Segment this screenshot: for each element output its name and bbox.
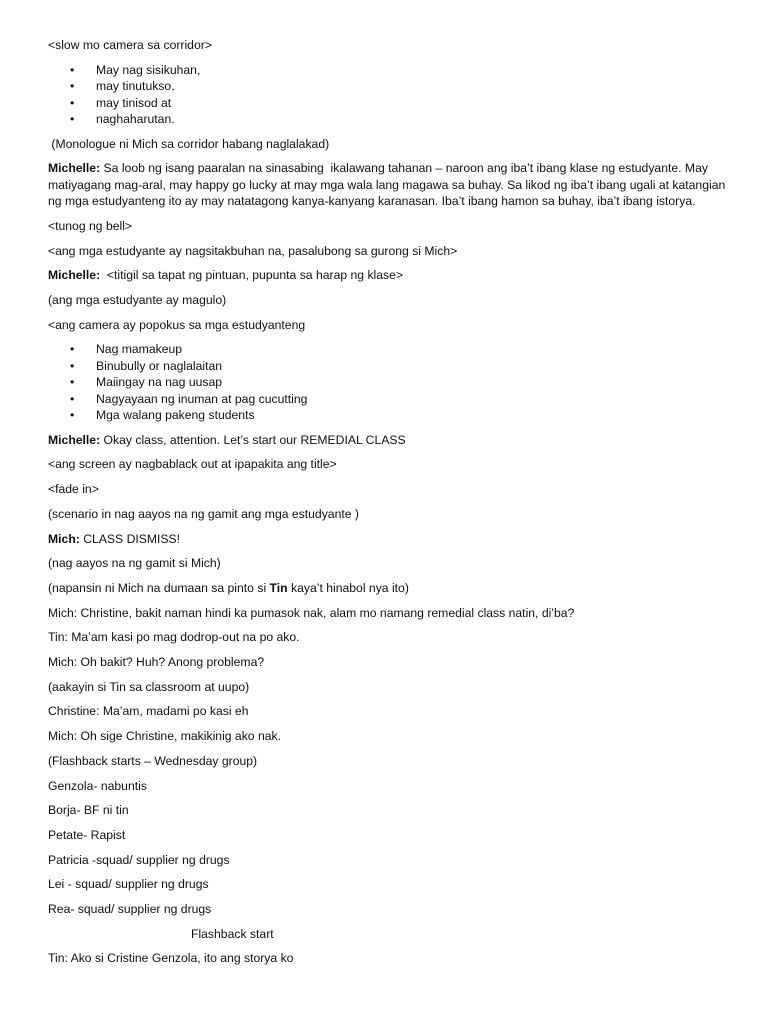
stage-direction: (scenario in nag aayos na ng gamit ang mga estudyante ) [48, 506, 359, 521]
stage-direction: (ang mga estudyante ay magulo) [48, 292, 227, 307]
bullet-list-students [48, 341, 728, 423]
stage-direction: (Monologue ni Mich sa corridor habang naglalakad) [48, 136, 330, 151]
list-item: • Nagyayaan ng inuman at pag cucutting [48, 391, 728, 407]
dialogue-text: CLASS DISMISS! [79, 531, 181, 546]
dialogue-line: Tin: Ako si Cristine Genzola, ito ang storya ko [48, 951, 294, 966]
document-page [48, 37, 728, 975]
dialogue-line: Christine: Ma’am, madami po kasi eh [48, 704, 249, 719]
list-item: • naghaharutan. [48, 111, 728, 127]
cast-entry: Rea- squad/ supplier ng drugs [48, 902, 212, 917]
list-item: • Binubully or naglalaitan [48, 358, 728, 374]
stage-direction: (Flashback starts – Wednesday group) [48, 753, 258, 768]
dialogue-line [48, 531, 728, 547]
dialogue-text: <titigil sa tapat ng pintuan, pupunta sa harap ng klase> [100, 268, 404, 283]
list-item: • may tinutukso, [48, 78, 728, 94]
dialogue-line [48, 267, 728, 283]
stage-direction: <ang mga estudyante ay nagsitakbuhan na, pasalubong sa gurong si Mich> [48, 243, 458, 258]
dialogue-paragraph [48, 160, 728, 209]
stage-direction: <fade in> [48, 482, 99, 497]
dialogue-line [48, 432, 728, 448]
cast-entry: Patricia -squad/ supplier ng drugs [48, 852, 230, 867]
stage-direction: <ang screen ay nagbablack out at ipapakita ang title> [48, 457, 337, 472]
cast-entry: Genzola- nabuntis [48, 778, 147, 793]
cast-entry: Petate- Rapist [48, 827, 126, 842]
bullet-list-corridor [48, 62, 728, 128]
speaker-name: Michelle: [48, 161, 101, 176]
dialogue-text: Okay class, attention. Let’s start our REMEDIAL CLASS [100, 432, 406, 447]
stage-text: kaya’t hinabol nya ito) [287, 580, 409, 595]
scene-heading: Flashback start [191, 926, 274, 941]
speaker-name: Mich: [48, 531, 80, 546]
list-item: • Maiingay na nag uusap [48, 374, 728, 390]
dialogue-line: Mich: Oh bakit? Huh? Anong problema? [48, 655, 265, 670]
list-item: • Nag mamakeup [48, 341, 728, 357]
speaker-name: Michelle: [48, 268, 101, 283]
stage-direction: <slow mo camera sa corridor> [48, 38, 212, 52]
list-item: • may tinisod at [48, 95, 728, 111]
list-item: • May nag sisikuhan, [48, 62, 728, 78]
stage-direction: <tunog ng bell> [48, 218, 133, 233]
character-name: Tin [269, 580, 288, 595]
speaker-name: Michelle: [48, 432, 101, 447]
stage-direction: (nag aayos na ng gamit si Mich) [48, 556, 221, 571]
cast-entry: Lei - squad/ supplier ng drugs [48, 877, 209, 892]
stage-direction [48, 580, 728, 596]
cast-entry: Borja- BF ni tin [48, 803, 129, 818]
list-item: • Mga walang pakeng students [48, 407, 728, 423]
stage-direction: (aakayin si Tin sa classroom at uupo) [48, 679, 250, 694]
dialogue-text: Sa loob ng isang paaralan na sinasabing ikalawang tahanan – naroon ang iba’t ibang klase ng estudyante. May matiyagang mag-aral, may happy go lucky at may mga wala lang magawa sa buhay. Sa likod ng iba’t ibang ugali at katangian ng mga estudyanteng ito ay may natatagong kanya-kanyang karanasan. Iba’t ibang hamon sa buhay, iba’t ibang istorya. [48, 161, 729, 209]
stage-direction: <ang camera ay popokus sa mga estudyanteng [48, 317, 306, 332]
stage-text: (napansin ni Mich na dumaan sa pinto si [48, 580, 270, 595]
dialogue-line: Mich: Oh sige Christine, makikinig ako nak. [48, 729, 282, 744]
dialogue-line: Mich: Christine, bakit naman hindi ka pumasok nak, alam mo namang remedial class natin, di’ba? [48, 605, 575, 620]
dialogue-line: Tin: Ma’am kasi po mag dodrop-out na po ako. [48, 630, 300, 645]
